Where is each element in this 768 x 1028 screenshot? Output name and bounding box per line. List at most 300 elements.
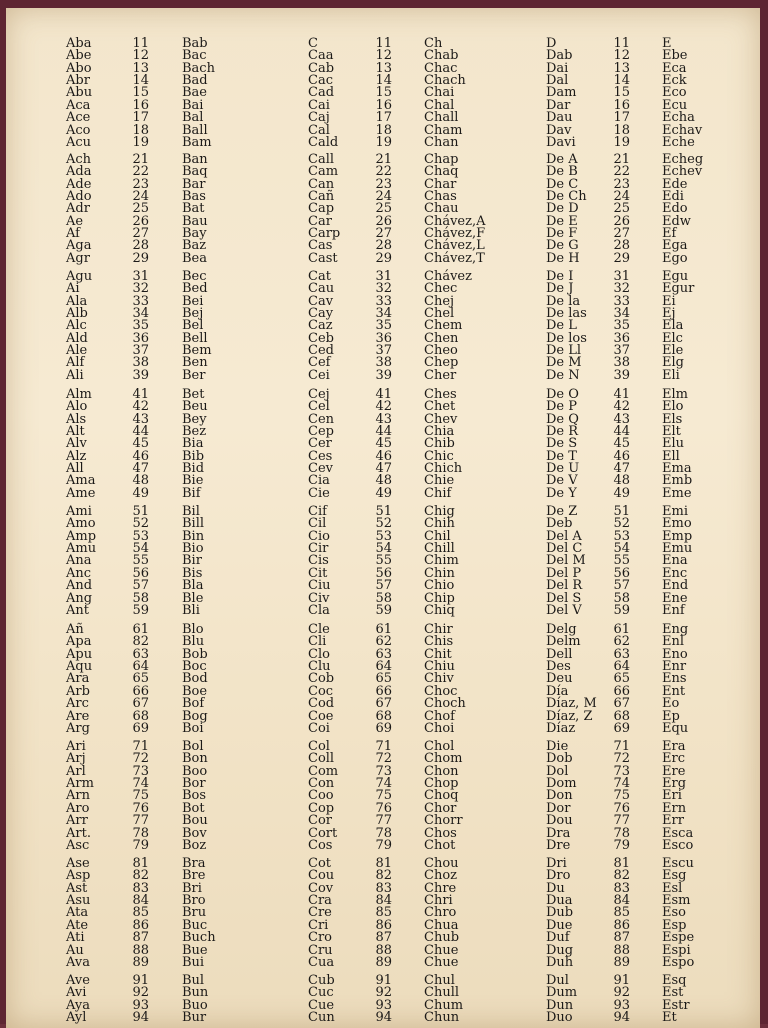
range-end-label: Chep: [424, 355, 459, 371]
index-number: 13: [613, 60, 630, 76]
index-number: 86: [132, 917, 149, 933]
index-number: 52: [375, 516, 392, 532]
range-start-label: C: [308, 36, 318, 51]
range-start-label: Del S: [546, 590, 582, 606]
range-start-label: Are: [66, 708, 90, 724]
index-row: [0, 332, 768, 345]
range-end-label: Ede: [662, 176, 688, 192]
range-end-label: Chom: [424, 751, 463, 767]
index-number: 11: [132, 36, 149, 51]
range-end-label: Emi: [662, 504, 688, 519]
index-row: [0, 710, 768, 723]
range-end-label: Bli: [182, 602, 200, 618]
index-number: 61: [132, 622, 149, 637]
index-number: 82: [132, 868, 149, 884]
range-start-label: Dum: [546, 985, 578, 1001]
range-start-label: Aro: [66, 800, 90, 816]
index-number: 55: [132, 553, 149, 569]
range-end-label: Ble: [182, 590, 204, 606]
range-end-label: Chum: [424, 997, 464, 1013]
index-number: 75: [132, 788, 149, 804]
range-start-label: Ama: [66, 473, 96, 489]
range-start-label: Arm: [66, 776, 94, 791]
index-number: 81: [132, 856, 149, 871]
range-end-label: Cher: [424, 367, 457, 383]
range-start-label: De J: [546, 281, 574, 297]
range-end-label: Ela: [662, 318, 684, 334]
range-end-label: Chig: [424, 504, 455, 519]
index-number: 17: [375, 110, 392, 126]
range-start-label: Dou: [546, 813, 573, 829]
index-number: 75: [613, 788, 630, 804]
range-start-label: Cer: [308, 436, 332, 452]
range-end-label: Emu: [662, 541, 693, 556]
index-number: 73: [613, 763, 630, 779]
index-number: 29: [132, 250, 149, 266]
range-start-label: Acu: [66, 134, 92, 150]
range-start-label: Dal: [546, 73, 569, 88]
range-start-label: Del P: [546, 565, 582, 581]
index-number: 59: [375, 602, 392, 618]
range-end-label: Boz: [182, 837, 207, 853]
index-row: [0, 554, 768, 567]
range-end-label: Eche: [662, 134, 695, 150]
index-number: 38: [613, 355, 630, 371]
index-number: 31: [375, 269, 392, 284]
index-number: 23: [613, 176, 630, 192]
range-end-label: Chof: [424, 708, 455, 724]
range-end-label: Bea: [182, 250, 207, 266]
index-row: [0, 906, 768, 919]
range-start-label: De Z: [546, 504, 578, 519]
index-number: 55: [613, 553, 630, 569]
index-number: 65: [132, 671, 149, 687]
range-start-label: Cua: [308, 954, 335, 970]
range-end-label: Chorr: [424, 813, 463, 829]
range-start-label: De G: [546, 238, 579, 254]
range-start-label: De T: [546, 448, 577, 464]
range-end-label: Eo: [662, 696, 680, 712]
range-start-label: Ced: [308, 343, 334, 359]
range-end-label: Eck: [662, 73, 687, 88]
range-start-label: Cit: [308, 565, 328, 581]
range-start-label: Cob: [308, 671, 335, 687]
range-start-label: Dre: [546, 837, 571, 853]
range-end-label: Et: [662, 1010, 677, 1025]
range-start-label: Coi: [308, 720, 330, 736]
range-end-label: Chich: [424, 461, 463, 477]
index-number: 37: [132, 343, 149, 359]
range-start-label: Cot: [308, 856, 331, 871]
range-end-label: Bat: [182, 201, 205, 217]
index-number: 92: [132, 985, 149, 1001]
index-number: 21: [613, 152, 630, 167]
index-number: 12: [375, 48, 392, 64]
range-start-label: Cun: [308, 1010, 335, 1025]
index-number: 77: [375, 813, 392, 829]
index-number: 28: [132, 238, 149, 254]
range-start-label: Apa: [66, 634, 92, 650]
range-start-label: Cie: [308, 485, 330, 501]
index-number: 47: [375, 461, 392, 477]
range-end-label: Bej: [182, 306, 204, 322]
index-number: 24: [132, 189, 149, 205]
index-number: 83: [132, 880, 149, 896]
index-number: 76: [613, 800, 630, 816]
index-number: 27: [132, 226, 149, 242]
range-end-label: Bor: [182, 776, 206, 791]
range-start-label: Cau: [308, 281, 335, 297]
range-start-label: Alb: [66, 306, 88, 322]
index-row: [0, 567, 768, 580]
index-number: 23: [132, 176, 149, 192]
range-start-label: Dav: [546, 122, 572, 138]
index-number: 15: [613, 85, 630, 101]
range-end-label: Equ: [662, 720, 689, 736]
index-row: [0, 190, 768, 203]
range-start-label: Ace: [66, 110, 91, 126]
range-end-label: Emo: [662, 516, 692, 532]
range-end-label: Chac: [424, 60, 458, 76]
index-row: [0, 648, 768, 661]
range-start-label: Alm: [66, 387, 92, 402]
range-start-label: Ame: [66, 485, 96, 501]
index-number: 68: [132, 708, 149, 724]
index-number: 58: [613, 590, 630, 606]
range-start-label: Ave: [66, 973, 90, 988]
range-start-label: Ald: [66, 330, 88, 346]
index-row: [0, 869, 768, 882]
range-end-label: Bad: [182, 73, 208, 88]
index-row: [0, 400, 768, 413]
range-start-label: Clu: [308, 659, 331, 674]
index-number: 82: [132, 634, 149, 650]
range-end-label: Enr: [662, 659, 687, 674]
range-end-label: Boe: [182, 683, 208, 699]
range-start-label: Cap: [308, 201, 335, 217]
index-row: [0, 49, 768, 62]
index-number: 79: [375, 837, 392, 853]
index-number: 53: [375, 528, 392, 544]
index-number: 88: [375, 942, 392, 958]
range-end-label: Estr: [662, 997, 690, 1013]
range-end-label: Esm: [662, 893, 691, 908]
index-number: 57: [375, 578, 392, 594]
index-number: 21: [132, 152, 149, 167]
range-end-label: Erg: [662, 776, 687, 791]
range-start-label: Ayl: [66, 1010, 87, 1025]
index-number: 17: [132, 110, 149, 126]
index-row: [0, 487, 768, 500]
range-start-label: Avi: [66, 985, 87, 1001]
index-row: [0, 462, 768, 475]
range-end-label: Chim: [424, 553, 459, 569]
index-number: 93: [375, 997, 392, 1013]
index-row: [0, 165, 768, 178]
index-number: 92: [613, 985, 630, 1001]
index-number: 72: [613, 751, 630, 767]
range-start-label: Del A: [546, 528, 582, 544]
range-start-label: Au: [66, 942, 84, 958]
range-start-label: Cio: [308, 528, 330, 544]
index-row: [0, 388, 768, 401]
range-end-label: Echeg: [662, 152, 704, 167]
index-number: 52: [132, 516, 149, 532]
range-end-label: Ens: [662, 671, 687, 687]
index-number: 84: [613, 893, 630, 908]
range-start-label: De D: [546, 201, 579, 217]
range-start-label: Cos: [308, 837, 333, 853]
range-start-label: De la: [546, 293, 581, 309]
range-end-label: Ebe: [662, 48, 688, 64]
range-start-label: Ada: [66, 164, 92, 180]
index-number: 39: [375, 367, 392, 383]
index-number: 28: [375, 238, 392, 254]
index-row: [0, 789, 768, 802]
range-start-label: Díaz: [546, 720, 576, 736]
range-end-label: Eno: [662, 646, 688, 662]
range-end-label: Chávez,A: [424, 213, 486, 229]
range-start-label: Deb: [546, 516, 573, 532]
index-number: 16: [613, 97, 630, 113]
range-end-label: Chal: [424, 97, 455, 113]
index-number: 78: [375, 825, 392, 841]
range-start-label: Cay: [308, 306, 334, 322]
index-number: 43: [375, 411, 392, 427]
index-row: [0, 827, 768, 840]
index-number: 46: [375, 448, 392, 464]
index-number: 91: [132, 973, 149, 988]
range-end-label: Ber: [182, 367, 206, 383]
index-number: 63: [375, 646, 392, 662]
range-end-label: Ches: [424, 387, 457, 402]
range-end-label: Edw: [662, 213, 691, 229]
index-number: 57: [132, 578, 149, 594]
range-start-label: Dai: [546, 60, 569, 76]
range-end-label: Choch: [424, 696, 466, 712]
range-start-label: Deu: [546, 671, 573, 687]
range-start-label: Ara: [66, 671, 90, 687]
index-number: 61: [375, 622, 392, 637]
range-start-label: Ana: [66, 553, 92, 569]
index-number: 82: [613, 868, 630, 884]
range-start-label: Com: [308, 763, 339, 779]
index-number: 13: [132, 60, 149, 76]
range-start-label: Ai: [66, 281, 80, 297]
index-row: [0, 777, 768, 790]
index-number: 74: [613, 776, 630, 791]
range-end-label: Chot: [424, 837, 456, 853]
range-start-label: Due: [546, 917, 573, 933]
index-number: 73: [132, 763, 149, 779]
index-number: 33: [375, 293, 392, 309]
range-start-label: Cab: [308, 60, 335, 76]
index-number: 66: [613, 683, 630, 699]
range-start-label: Cou: [308, 868, 335, 884]
index-row: [0, 814, 768, 827]
range-start-label: Agr: [66, 250, 90, 266]
range-start-label: Dul: [546, 973, 569, 988]
index-number: 51: [613, 504, 630, 519]
index-number: 85: [613, 905, 630, 921]
index-row: [0, 215, 768, 228]
range-start-label: Aga: [66, 238, 92, 254]
range-start-label: Du: [546, 880, 565, 896]
index-number: 38: [132, 355, 149, 371]
range-start-label: Abr: [66, 73, 90, 88]
index-number: 76: [132, 800, 149, 816]
index-number: 83: [375, 880, 392, 896]
range-start-label: D: [546, 36, 557, 51]
index-number: 59: [132, 602, 149, 618]
range-start-label: Cad: [308, 85, 335, 101]
index-row: [0, 252, 768, 265]
index-number: 26: [132, 213, 149, 229]
range-end-label: Chro: [424, 905, 457, 921]
index-number: 91: [613, 973, 630, 988]
index-number: 87: [375, 930, 392, 946]
range-start-label: Ado: [66, 189, 92, 205]
range-end-label: Chej: [424, 293, 455, 309]
index-number: 34: [132, 306, 149, 322]
range-end-label: Chia: [424, 424, 455, 440]
index-number: 27: [613, 226, 630, 242]
range-end-label: Chiq: [424, 602, 455, 618]
range-end-label: Ball: [182, 122, 208, 138]
index-number: 19: [613, 134, 630, 150]
index-number: 81: [375, 856, 392, 871]
range-start-label: Ciu: [308, 578, 331, 594]
range-start-label: Aya: [66, 997, 90, 1013]
index-number: 63: [613, 646, 630, 662]
range-start-label: Cald: [308, 134, 339, 150]
range-end-label: Chon: [424, 763, 459, 779]
range-start-label: Cam: [308, 164, 339, 180]
index-row: [0, 685, 768, 698]
range-end-label: Chávez,F: [424, 226, 486, 242]
range-start-label: Ast: [66, 880, 88, 896]
range-end-label: Cheo: [424, 343, 458, 359]
index-row: [0, 37, 768, 50]
range-start-label: Cel: [308, 399, 330, 415]
index-number: 14: [375, 73, 392, 88]
index-number: 64: [132, 659, 149, 674]
range-start-label: De S: [546, 436, 578, 452]
index-number: 73: [375, 763, 392, 779]
index-number: 18: [375, 122, 392, 138]
range-start-label: Alf: [66, 355, 85, 371]
index-number: 15: [132, 85, 149, 101]
index-number: 89: [132, 954, 149, 970]
range-end-label: Bio: [182, 541, 204, 556]
index-row: [0, 369, 768, 382]
index-number: 48: [613, 473, 630, 489]
range-end-label: Ecu: [662, 97, 688, 113]
range-start-label: De Ch: [546, 189, 587, 205]
index-number: 53: [132, 528, 149, 544]
range-end-label: Chau: [424, 201, 459, 217]
range-start-label: Arj: [66, 751, 86, 767]
range-end-label: Bui: [182, 954, 205, 970]
index-number: 67: [375, 696, 392, 712]
range-start-label: Dom: [546, 776, 577, 791]
index-number: 94: [613, 1010, 630, 1025]
index-row: [0, 635, 768, 648]
range-end-label: Chre: [424, 880, 457, 896]
index-number: 43: [613, 411, 630, 427]
range-start-label: Dar: [546, 97, 571, 113]
index-number: 94: [132, 1010, 149, 1025]
range-end-label: Chif: [424, 485, 452, 501]
index-number: 71: [132, 739, 149, 754]
index-number: 25: [613, 201, 630, 217]
range-end-label: Elt: [662, 424, 681, 440]
index-row: [0, 604, 768, 617]
range-start-label: Cis: [308, 553, 329, 569]
index-number: 69: [613, 720, 630, 736]
range-end-label: Bis: [182, 565, 203, 581]
index-row: [0, 202, 768, 215]
index-number: 11: [613, 36, 630, 51]
range-end-label: Bae: [182, 85, 207, 101]
range-end-label: Bam: [182, 134, 212, 150]
index-number: 67: [132, 696, 149, 712]
range-start-label: Coo: [308, 788, 334, 804]
range-end-label: Eri: [662, 788, 682, 804]
range-end-label: Elo: [662, 399, 684, 415]
range-end-label: Chap: [424, 152, 459, 167]
range-start-label: Dab: [546, 48, 573, 64]
range-end-label: Chab: [424, 48, 459, 64]
range-start-label: De B: [546, 164, 578, 180]
index-number: 42: [132, 399, 149, 415]
index-number: 24: [375, 189, 392, 205]
index-number: 77: [132, 813, 149, 829]
index-number: 37: [613, 343, 630, 359]
index-number: 16: [375, 97, 392, 113]
range-start-label: Cri: [308, 917, 329, 933]
index-number: 62: [375, 634, 392, 650]
range-start-label: Ant: [66, 602, 89, 618]
range-start-label: Duf: [546, 930, 570, 946]
index-number: 12: [613, 48, 630, 64]
index-row: [0, 86, 768, 99]
range-end-label: Bot: [182, 800, 205, 816]
index-row: [0, 178, 768, 191]
range-end-label: Bet: [182, 387, 205, 402]
index-number: 93: [132, 997, 149, 1013]
index-number: 59: [613, 602, 630, 618]
index-number: 58: [375, 590, 392, 606]
range-end-label: Chul: [424, 973, 455, 988]
range-end-label: Echav: [662, 122, 703, 138]
index-number: 46: [613, 448, 630, 464]
book-cover-top-edge: [0, 0, 768, 8]
index-number: 48: [375, 473, 392, 489]
index-number: 32: [132, 281, 149, 297]
range-end-label: Bin: [182, 528, 205, 544]
range-end-label: Chir: [424, 622, 453, 637]
range-start-label: Cle: [308, 622, 330, 637]
range-start-label: Clo: [308, 646, 330, 662]
range-end-label: Egur: [662, 281, 695, 297]
range-start-label: Día: [546, 683, 569, 699]
range-start-label: Ceb: [308, 330, 334, 346]
range-start-label: Abu: [66, 85, 93, 101]
index-number: 84: [375, 893, 392, 908]
index-number: 64: [613, 659, 630, 674]
range-end-label: Chio: [424, 578, 455, 594]
